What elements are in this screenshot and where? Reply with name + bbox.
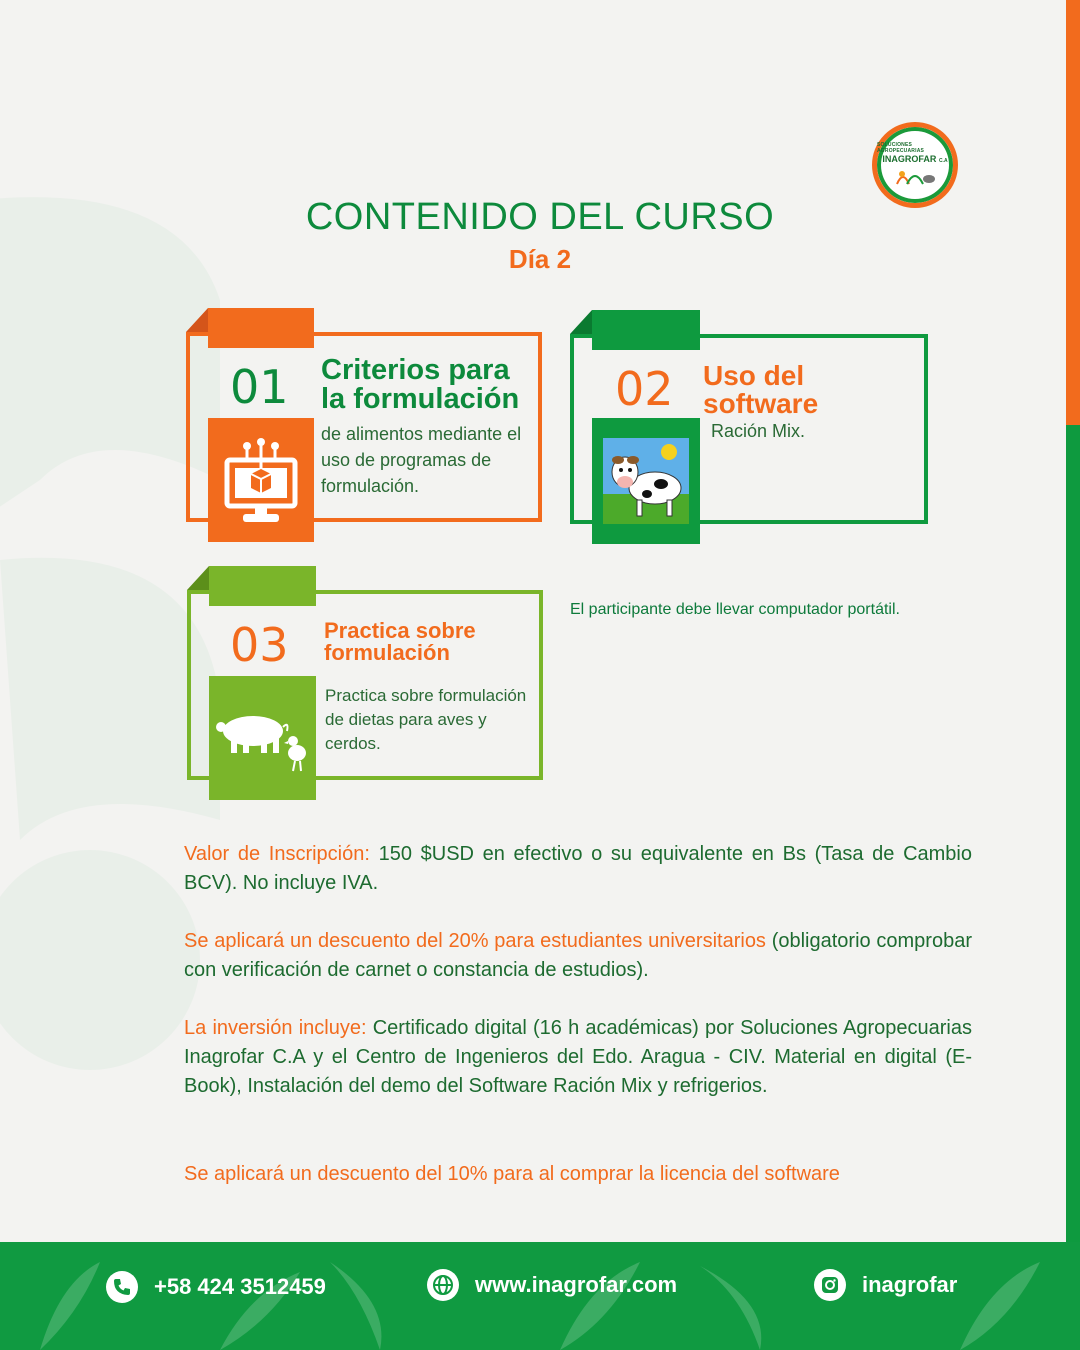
card-fold [570, 310, 592, 334]
card-heading-line1: Practica sobre [324, 618, 476, 643]
card-heading-line2: software [703, 388, 819, 419]
globe-icon [427, 1269, 459, 1301]
info-investment-includes [184, 1014, 972, 1101]
card-fold [186, 308, 208, 332]
card-number: 03 [230, 618, 289, 672]
card-heading [321, 356, 541, 414]
card-heading [703, 362, 903, 418]
card-icon-box [592, 418, 700, 544]
phone-number: +58 424 3512459 [154, 1274, 326, 1299]
footer-phone[interactable] [106, 1271, 326, 1303]
logo-brand: INAGROFAR C.A [882, 154, 948, 164]
card-icon-box [209, 676, 316, 800]
page-title: CONTENIDO DEL CURSO [305, 196, 775, 238]
logo-top-text: SOLUCIONES AGROPECUARIAS [877, 142, 925, 154]
instagram-icon [814, 1269, 846, 1301]
card-description: de alimentos mediante el uso de programas de formulación. [321, 424, 522, 496]
card-number: 01 [230, 360, 289, 414]
card-number: 02 [615, 362, 674, 416]
card-tab [208, 308, 314, 348]
info-label: Valor de Inscripción: [184, 843, 370, 865]
card-heading-line1: Criterios para [321, 354, 510, 386]
footer-website[interactable] [427, 1269, 677, 1301]
card-description: Ración Mix. [711, 421, 806, 441]
card-tab [592, 310, 700, 350]
logo-farm-icon [893, 166, 937, 188]
side-accent-green [1066, 425, 1080, 1245]
cow-image [603, 438, 689, 524]
card-heading-line2: la formulación [321, 383, 520, 415]
info-text: (obligatorio comprobar con verificación de carnet o constancia de estudios). [184, 930, 972, 981]
instagram-handle: inagrofar [862, 1272, 958, 1297]
info-student-discount [184, 927, 972, 985]
phone-icon [106, 1271, 138, 1303]
info-text: 150 $USD en efectivo o su equivalente en Bs (Tasa de Cambio BCV). No incluye IVA. [184, 843, 972, 894]
card-tab [209, 566, 316, 606]
card-description: Practica sobre formulación de dietas para aves y cerdos. [325, 686, 527, 753]
footer-instagram[interactable] [814, 1269, 957, 1301]
card-heading [324, 620, 534, 664]
info-registration-fee [184, 840, 972, 898]
laptop-note: El participante debe llevar computador portátil. [570, 601, 900, 618]
card-fold [187, 566, 209, 590]
info-license-discount: Se aplicará un descuento del 10% para al comprar la licencia del software [184, 1163, 840, 1185]
info-text: Certificado digital (16 h académicas) por Soluciones Agropecuarias Inagrofar C.A y el Centro de Ingenieros del Edo. Aragua - CIV. Material en digital (E-Book), Instalación del demo del Software Ración Mix y refrigerios. [184, 1017, 973, 1097]
website-url: www.inagrofar.com [475, 1272, 678, 1297]
page-subtitle: Día 2 [508, 244, 572, 274]
pig-chicken-icon [215, 703, 311, 773]
info-label: Se aplicará un descuento del 20% para estudiantes universitarios [184, 930, 766, 952]
computer-network-icon [221, 434, 301, 526]
card-heading-line1: Uso del [703, 360, 805, 391]
card-heading-line2: formulación [324, 640, 450, 665]
info-label: La inversión incluye: [184, 1017, 367, 1039]
card-icon-box [208, 418, 314, 542]
footer-bar [0, 1242, 1080, 1350]
